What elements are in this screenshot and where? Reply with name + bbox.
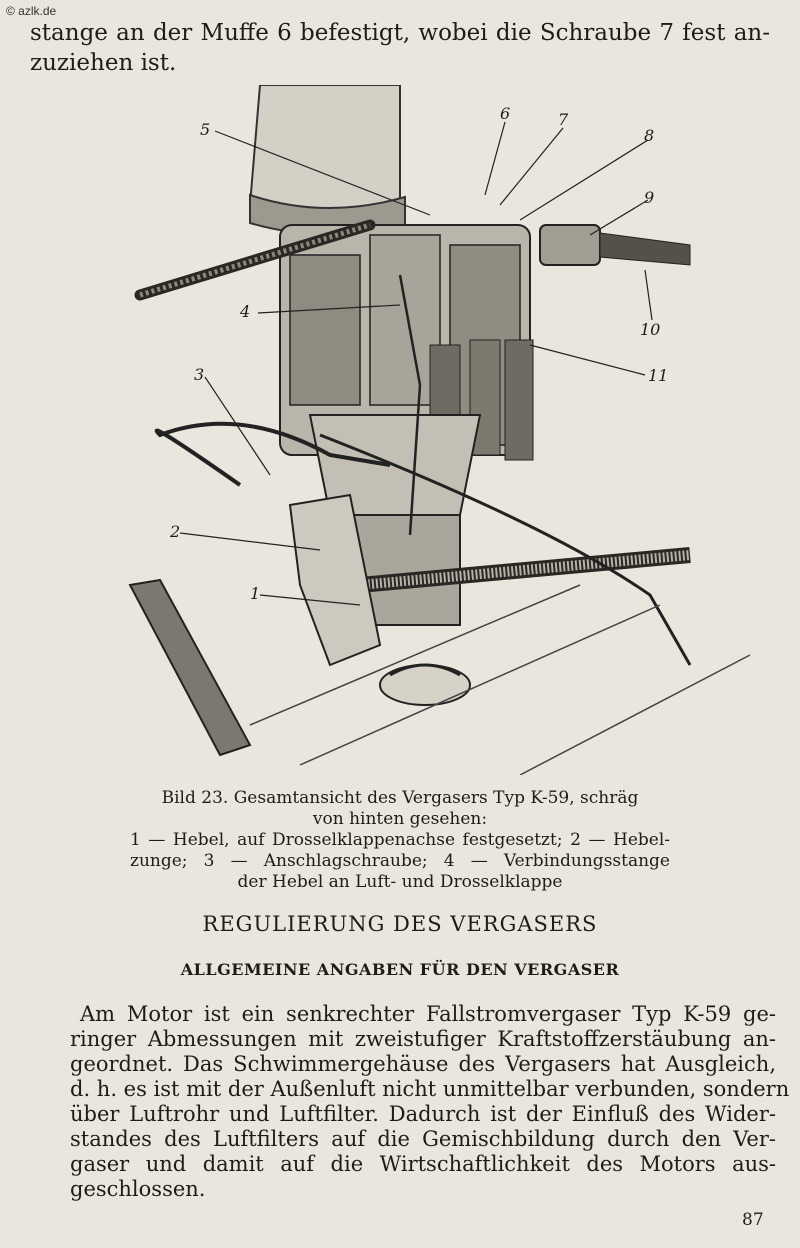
figure-label-9: 9 bbox=[644, 188, 655, 207]
body-line: Am Motor ist ein senkrechter Fallstromvergaser Typ K-59 ge- bbox=[80, 1002, 776, 1026]
figure-label-1: 1 bbox=[250, 584, 261, 603]
caption-title: Bild 23. Gesamtansicht des Vergasers Typ K-59, schräg bbox=[161, 788, 639, 808]
top-line-2: zuziehen ist. bbox=[30, 50, 177, 76]
body-line: d. h. es ist mit der Außenluft nicht unmittelbar verbunden, sondern bbox=[70, 1077, 790, 1101]
figure-label-10: 10 bbox=[640, 320, 661, 339]
body-line: standes des Luftfilters auf die Gemischbildung durch den Ver- bbox=[70, 1127, 776, 1151]
carburetor-drawing bbox=[100, 85, 790, 775]
body-line: über Luftrohr und Luftfilter. Dadurch ist der Einfluß des Wider- bbox=[70, 1102, 776, 1126]
body-paragraph bbox=[70, 1002, 790, 1202]
figure-label-2: 2 bbox=[170, 522, 181, 541]
top-paragraph bbox=[30, 18, 770, 78]
top-line-1: stange an der Muffe 6 befestigt, wobei die Schraube 7 fest an- bbox=[30, 20, 770, 46]
caption-legend-line-1: 1 — Hebel, auf Drosselklappenachse festgesetzt; 2 — Hebel- bbox=[130, 830, 670, 850]
subsection-heading: ALLGEMEINE ANGABEN FÜR DEN VERGASER bbox=[180, 960, 620, 979]
caption-legend-line-2: zunge; 3 — Anschlagschraube; 4 — Verbindungsstange bbox=[130, 851, 670, 871]
body-line: ringer Abmessungen mit zweistufiger Kraftstoffzerstäubung an- bbox=[70, 1027, 776, 1051]
figure-label-3: 3 bbox=[194, 365, 205, 384]
caption-subtitle: von hinten gesehen: bbox=[312, 809, 488, 829]
carburetor-illustration bbox=[100, 85, 790, 775]
watermark: © azlk.de bbox=[6, 4, 57, 18]
body-line: gaser und damit auf die Wirtschaftlichkeit des Motors aus- bbox=[70, 1152, 776, 1176]
figure-label-5: 5 bbox=[200, 120, 211, 139]
figure-label-6: 6 bbox=[500, 104, 511, 123]
figure-caption bbox=[130, 788, 670, 893]
section-heading: REGULIERUNG DES VERGASERS bbox=[202, 912, 598, 936]
body-line: geordnet. Das Schwimmergehäuse des Vergasers hat Ausgleich, bbox=[70, 1052, 776, 1076]
figure-label-4: 4 bbox=[240, 302, 251, 321]
figure-label-11: 11 bbox=[648, 366, 669, 385]
caption-legend-line-3: der Hebel an Luft- und Drosselklappe bbox=[237, 872, 563, 892]
figure-label-8: 8 bbox=[644, 126, 655, 145]
page-number: 87 bbox=[742, 1210, 764, 1230]
figure-label-7: 7 bbox=[558, 110, 569, 129]
body-line: geschlossen. bbox=[70, 1177, 206, 1201]
